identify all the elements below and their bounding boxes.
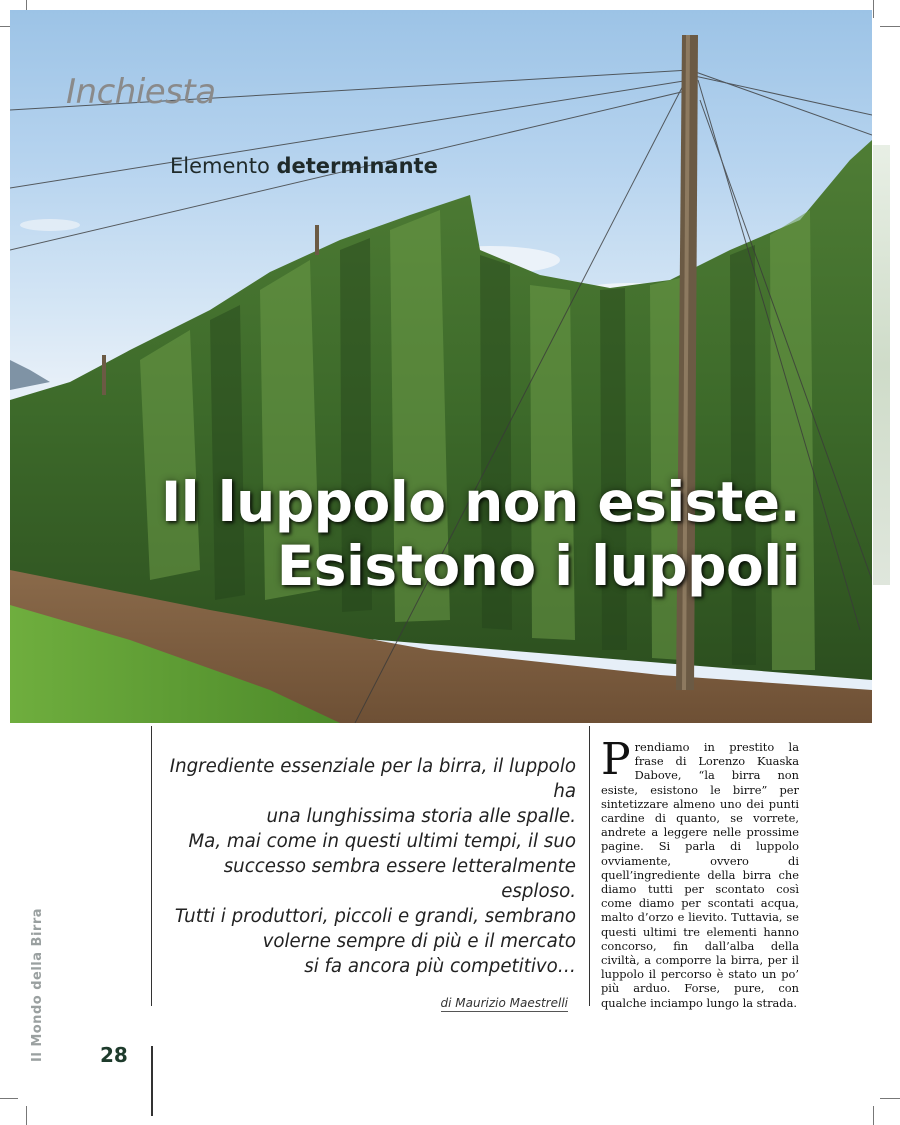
kicker <box>170 154 438 178</box>
body-text: rendiamo in prestito la frase di Lorenzo Kuaska Dabove, “la birra non esiste, esistono le birre” per sintetizzare almeno uno dei punti cardine di quanto, se vorrete, andrete a leggere nelle prossime pagine. Si parla di luppolo ovviamente, ovvero di quell’ingrediente della birra che diamo tutti per scontato così come diamo per scontati acqua, malto d’orzo e lievito. Tuttavia, se questi ultimi tre elementi hanno concorso, fin dall’alba della civiltà, a comporre la birra, per il luppolo il percorso è stato un po’ più arduo. Forse, pure, con qualche inciampo lungo la strada. <box>601 740 799 1010</box>
headline-line-2: Esistono i luppoli <box>276 534 800 598</box>
headline-line-1: Il luppolo non esiste. <box>160 470 800 534</box>
intro-line: Tutti i produttori, piccoli e grandi, sembrano <box>174 906 576 927</box>
footer-rule <box>151 1046 153 1116</box>
intro-line: si fa ancora più competitivo… <box>304 956 576 977</box>
body-column <box>601 734 799 1010</box>
hero-photo <box>10 10 872 723</box>
column-rule <box>151 726 152 1006</box>
drop-cap: P <box>601 734 631 785</box>
hop-field-illustration <box>10 10 872 723</box>
kicker-regular: Elemento <box>170 154 270 178</box>
intro-line: una lunghissima storia alle spalle. <box>266 806 576 827</box>
column-rule <box>589 726 590 1006</box>
section-label: Inchiesta <box>66 72 216 112</box>
crop-mark <box>26 1106 27 1125</box>
headline <box>161 470 800 598</box>
magazine-name: Il Mondo della Birra <box>30 908 45 1062</box>
intro-line: Ingrediente essenziale per la birra, il luppolo ha <box>169 756 576 802</box>
crop-mark <box>880 1098 900 1099</box>
intro-line: successo sembra essere letteralmente esploso. <box>223 856 576 902</box>
side-photo-strip <box>873 145 890 585</box>
byline: di Maurizio Maestrelli <box>440 996 568 1010</box>
crop-mark <box>873 1106 874 1125</box>
crop-mark <box>0 1098 18 1099</box>
intro-standfirst <box>156 754 576 979</box>
kicker-bold: determinante <box>276 154 438 178</box>
crop-mark <box>880 26 900 27</box>
page-number: 28 <box>100 1043 128 1067</box>
intro-line: volerne sempre di più e il mercato <box>262 931 576 952</box>
crop-mark <box>873 0 874 18</box>
intro-line: Ma, mai come in questi ultimi tempi, il suo <box>188 831 576 852</box>
